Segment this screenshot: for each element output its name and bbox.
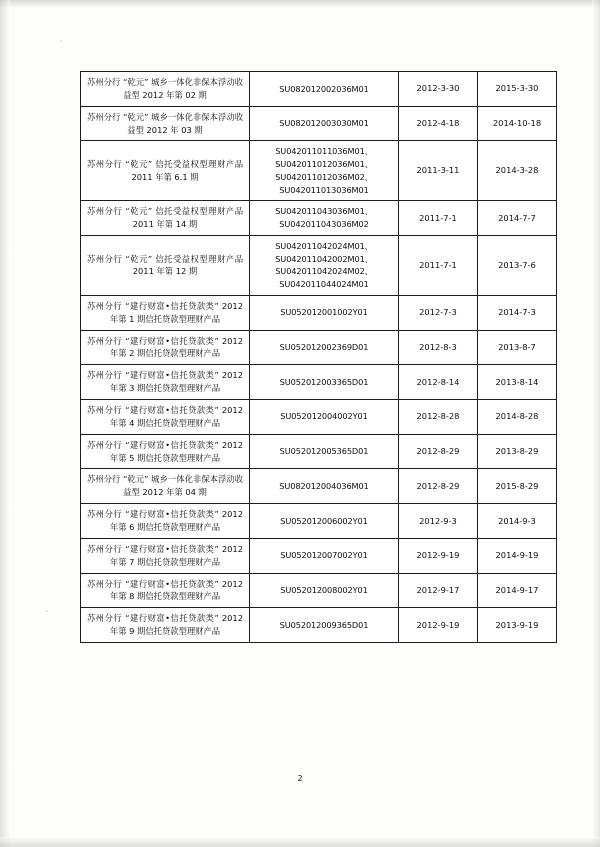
scan-edge-left	[0, 0, 10, 847]
scan-speckle	[60, 40, 62, 42]
table-row	[81, 330, 557, 365]
table-row	[81, 538, 557, 573]
start-date-cell: 2012-7-3	[399, 295, 478, 330]
table-row	[81, 141, 557, 201]
table-row	[81, 201, 557, 236]
product-code-line: SU052012006002Y01	[280, 515, 368, 526]
end-date-cell: 2014-7-3	[478, 295, 557, 330]
scan-edge-top	[0, 0, 600, 8]
product-code-cell	[250, 295, 399, 330]
product-code-line: SU082012004036M01	[279, 480, 369, 491]
end-date-cell: 2013-8-7	[478, 330, 557, 365]
product-code-line: SU042011012036M01、	[275, 159, 373, 170]
product-code-cell	[250, 399, 399, 434]
end-date-cell: 2014-10-18	[478, 106, 557, 141]
product-name-cell: 苏州分行 “建行财富•信托贷款类” 2012 年第 4 期信托贷款型理财产品	[81, 399, 250, 434]
product-code-cell	[250, 608, 399, 643]
start-date-cell: 2012-9-19	[399, 538, 478, 573]
product-code-line: SU042011042024M02、	[275, 266, 373, 277]
end-date-cell: 2014-8-28	[478, 399, 557, 434]
product-code-line: SU082012002036M01	[279, 83, 369, 94]
product-code-line: SU052012009365D01	[279, 619, 369, 630]
end-date-cell: 2015-8-29	[478, 469, 557, 504]
product-code-cell	[250, 330, 399, 365]
start-date-cell: 2011-3-11	[399, 141, 478, 201]
product-code-line: SU052012007002Y01	[280, 550, 368, 561]
table-row	[81, 106, 557, 141]
table-row	[81, 504, 557, 539]
product-code-line: SU052012008002Y01	[280, 585, 368, 596]
product-name-cell: 苏州分行 “建行财富•信托贷款类” 2012 年第 3 期信托贷款型理财产品	[81, 365, 250, 400]
scan-edge-right	[592, 0, 600, 847]
product-code-cell	[250, 469, 399, 504]
product-code-line: SU042011042002M01、	[275, 253, 373, 264]
end-date-cell: 2013-7-6	[478, 235, 557, 295]
scan-edge-bottom	[0, 837, 600, 847]
start-date-cell: 2011-7-1	[399, 235, 478, 295]
table-row	[81, 434, 557, 469]
product-code-line: SU042011044024M01	[279, 279, 369, 290]
table-row	[81, 469, 557, 504]
product-name-cell: 苏州分行 “乾元” 城乡一体化非保本浮动收益型 2012 年第 02 期	[81, 72, 250, 107]
start-date-cell: 2012-9-3	[399, 504, 478, 539]
start-date-cell: 2012-9-19	[399, 608, 478, 643]
product-name-cell: 苏州分行 “乾元” 城乡一体化非保本浮动收益型 2012 年 03 期	[81, 106, 250, 141]
end-date-cell: 2013-9-19	[478, 608, 557, 643]
product-code-cell	[250, 365, 399, 400]
table-row	[81, 573, 557, 608]
products-table	[80, 71, 557, 643]
end-date-cell: 2014-9-17	[478, 573, 557, 608]
end-date-cell: 2014-9-3	[478, 504, 557, 539]
product-name-cell: 苏州分行 “建行财富•信托贷款类” 2012 年第 8 期信托贷款型理财产品	[81, 573, 250, 608]
product-code-cell	[250, 434, 399, 469]
start-date-cell: 2012-8-28	[399, 399, 478, 434]
start-date-cell: 2012-8-3	[399, 330, 478, 365]
page-number: 2	[297, 774, 303, 783]
table-row	[81, 365, 557, 400]
product-code-line: SU042011043036M02	[279, 219, 369, 230]
table-row	[81, 608, 557, 643]
product-code-cell	[250, 235, 399, 295]
start-date-cell: 2011-7-1	[399, 201, 478, 236]
product-name-cell: 苏州分行 “乾元” 信托受益权型理财产品 2011 年第 6.1 期	[81, 141, 250, 201]
table-row	[81, 72, 557, 107]
product-code-line: SU042011043036M01、	[275, 206, 373, 217]
product-code-cell	[250, 573, 399, 608]
product-code-line: SU052012004002Y01	[280, 411, 368, 422]
product-code-line: SU052012005365D01	[279, 446, 369, 457]
end-date-cell: 2014-9-19	[478, 538, 557, 573]
product-code-cell	[250, 538, 399, 573]
product-code-line: SU082012003030M01	[279, 118, 369, 129]
end-date-cell: 2013-8-29	[478, 434, 557, 469]
product-code-line: SU042011011036M01、	[275, 146, 373, 157]
product-name-cell: 苏州分行 “建行财富•信托贷款类” 2012 年第 9 期信托贷款型理财产品	[81, 608, 250, 643]
product-code-line: SU042011042024M01、	[275, 240, 373, 251]
product-name-cell: 苏州分行 “乾元” 信托受益权型理财产品 2011 年第 14 期	[81, 201, 250, 236]
start-date-cell: 2012-3-30	[399, 72, 478, 107]
start-date-cell: 2012-8-29	[399, 469, 478, 504]
product-code-cell	[250, 106, 399, 141]
product-code-line: SU052012001002Y01	[280, 307, 368, 318]
product-code-line: SU052012003365D01	[279, 376, 369, 387]
end-date-cell: 2015-3-30	[478, 72, 557, 107]
end-date-cell: 2013-8-14	[478, 365, 557, 400]
product-name-cell: 苏州分行 “建行财富•信托贷款类” 2012 年第 7 期信托贷款型理财产品	[81, 538, 250, 573]
start-date-cell: 2012-8-29	[399, 434, 478, 469]
product-name-cell: 苏州分行 “乾元” 城乡一体化非保本浮动收益型 2012 年第 04 期	[81, 469, 250, 504]
table-row	[81, 295, 557, 330]
start-date-cell: 2012-8-14	[399, 365, 478, 400]
table-row	[81, 235, 557, 295]
scan-speckle	[45, 610, 48, 612]
product-code-line: SU052012002369D01	[279, 342, 369, 352]
product-code-line: SU042011012036M02、	[275, 171, 373, 182]
product-name-cell: 苏州分行 “建行财富•信托贷款类” 2012 年第 1 期信托贷款型理财产品	[81, 295, 250, 330]
product-code-line: SU042011013036M01	[279, 184, 369, 195]
start-date-cell: 2012-9-17	[399, 573, 478, 608]
table-row	[81, 399, 557, 434]
product-name-cell: 苏州分行 “建行财富•信托贷款类” 2012 年第 2 期信托贷款型理财产品	[81, 330, 250, 365]
product-code-cell	[250, 201, 399, 236]
product-name-cell: 苏州分行 “建行财富•信托贷款类” 2012 年第 6 期信托贷款型理财产品	[81, 504, 250, 539]
product-code-cell	[250, 504, 399, 539]
product-name-cell: 苏州分行 “建行财富•信托贷款类” 2012 年第 5 期信托贷款型理财产品	[81, 434, 250, 469]
product-code-cell	[250, 141, 399, 201]
product-name-cell: 苏州分行 “乾元” 信托受益权型理财产品 2011 年第 12 期	[81, 235, 250, 295]
end-date-cell: 2014-7-7	[478, 201, 557, 236]
products-table-body	[81, 72, 557, 643]
product-code-cell	[250, 72, 399, 107]
start-date-cell: 2012-4-18	[399, 106, 478, 141]
end-date-cell: 2014-3-28	[478, 141, 557, 201]
